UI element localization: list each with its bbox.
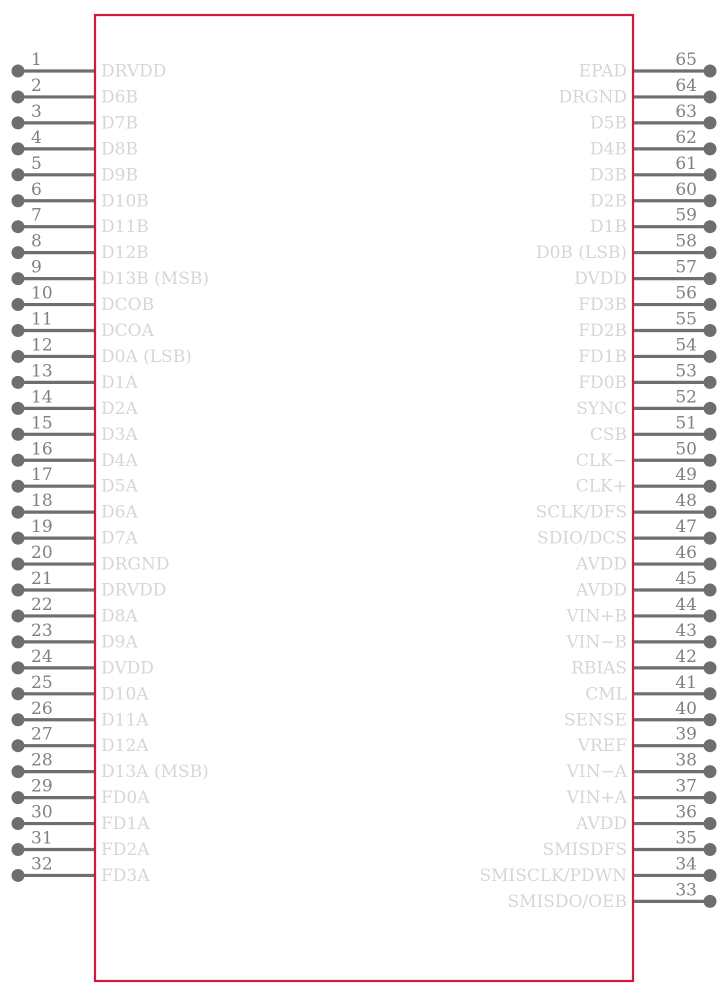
pin-name-label: FD3A bbox=[101, 865, 150, 886]
pin-terminal-dot[interactable] bbox=[12, 402, 25, 415]
pin-terminal-dot[interactable] bbox=[704, 168, 717, 181]
pin-terminal-dot[interactable] bbox=[704, 116, 717, 129]
pin-number: 43 bbox=[675, 620, 697, 641]
pin-name-label: D5B bbox=[590, 113, 627, 134]
pin-number: 24 bbox=[31, 646, 53, 667]
pin-name-label: CML bbox=[585, 684, 627, 705]
pin-terminal-dot[interactable] bbox=[704, 687, 717, 700]
pin-terminal-dot[interactable] bbox=[704, 480, 717, 493]
pin-number: 3 bbox=[31, 101, 42, 122]
pin-number: 5 bbox=[31, 153, 42, 174]
pin-number: 36 bbox=[675, 802, 697, 823]
pin-number: 30 bbox=[31, 802, 53, 823]
pin-terminal-dot[interactable] bbox=[12, 298, 25, 311]
pin-number: 57 bbox=[675, 257, 697, 278]
pin-number: 15 bbox=[31, 413, 53, 434]
pin-terminal-dot[interactable] bbox=[12, 65, 25, 78]
pin-terminal-dot[interactable] bbox=[704, 350, 717, 363]
pin-name-label: D9A bbox=[101, 632, 138, 653]
pin-number: 11 bbox=[31, 309, 53, 330]
pin-terminal-dot[interactable] bbox=[12, 220, 25, 233]
pin-terminal-dot[interactable] bbox=[704, 609, 717, 622]
pin-name-label: D1B bbox=[590, 217, 627, 238]
pin-terminal-dot[interactable] bbox=[12, 480, 25, 493]
pin-name-label: SCLK/DFS bbox=[535, 502, 627, 523]
pin-name-label: DRVDD bbox=[101, 61, 167, 82]
pin-number: 1 bbox=[31, 50, 42, 70]
pin-number: 22 bbox=[31, 594, 53, 615]
pin-terminal-dot[interactable] bbox=[12, 687, 25, 700]
pin-terminal-dot[interactable] bbox=[704, 584, 717, 597]
pin-name-label: D11A bbox=[101, 710, 149, 731]
pin-terminal-dot[interactable] bbox=[12, 90, 25, 103]
pin-number: 52 bbox=[675, 387, 697, 408]
pin-terminal-dot[interactable] bbox=[704, 506, 717, 519]
pin-terminal-dot[interactable] bbox=[704, 65, 717, 78]
pin-name-label: D12B bbox=[101, 243, 149, 264]
pin-number: 23 bbox=[31, 620, 53, 641]
pin-name-label: SDIO/DCS bbox=[537, 528, 627, 549]
pin-terminal-dot[interactable] bbox=[12, 791, 25, 804]
pin-number: 12 bbox=[31, 335, 53, 356]
pin-number: 38 bbox=[675, 750, 697, 771]
pin-terminal-dot[interactable] bbox=[12, 454, 25, 467]
pin-number: 46 bbox=[675, 543, 697, 564]
pin-name-label: SMISCLK/PDWN bbox=[479, 865, 627, 886]
pin-name-label: CLK+ bbox=[575, 476, 627, 497]
pin-name-label: D10A bbox=[101, 684, 149, 705]
pin-terminal-dot[interactable] bbox=[12, 869, 25, 882]
pin-name-label: D8B bbox=[101, 139, 138, 160]
pin-terminal-dot[interactable] bbox=[12, 376, 25, 389]
pin-number: 9 bbox=[31, 257, 42, 278]
pin-name-label: D4A bbox=[101, 450, 138, 471]
pin-name-label: D3A bbox=[101, 424, 138, 445]
pin-number: 35 bbox=[675, 828, 697, 849]
pin-terminal-dot[interactable] bbox=[12, 272, 25, 285]
pin-name-label: D3B bbox=[590, 165, 627, 186]
pin-number: 54 bbox=[675, 335, 697, 356]
pin-number: 50 bbox=[675, 439, 697, 460]
pin-terminal-dot[interactable] bbox=[704, 454, 717, 467]
pin-name-label: DVDD bbox=[101, 658, 154, 679]
pin-name-label: DRGND bbox=[558, 87, 627, 108]
pin-number: 4 bbox=[31, 127, 42, 148]
pin-name-label: D0B (LSB) bbox=[535, 243, 627, 264]
pin-terminal-dot[interactable] bbox=[12, 428, 25, 441]
pin-terminal-dot[interactable] bbox=[704, 272, 717, 285]
pin-name-label: CLK− bbox=[575, 450, 627, 471]
pin-number: 21 bbox=[31, 569, 53, 589]
pin-terminal-dot[interactable] bbox=[12, 506, 25, 519]
pin-number: 10 bbox=[31, 283, 53, 304]
pin-terminal-dot[interactable] bbox=[704, 246, 717, 259]
pin-name-label: VIN+A bbox=[566, 788, 627, 809]
pin-terminal-dot[interactable] bbox=[12, 713, 25, 726]
pin-terminal-dot[interactable] bbox=[12, 584, 25, 597]
pin-number: 42 bbox=[675, 646, 697, 667]
pin-terminal-dot[interactable] bbox=[12, 635, 25, 648]
pin-name-label: FD0A bbox=[101, 788, 150, 809]
pin-name-label: D6B bbox=[101, 87, 138, 108]
pin-terminal-dot[interactable] bbox=[12, 116, 25, 129]
pin-terminal-dot[interactable] bbox=[704, 324, 717, 337]
right-pin-group bbox=[479, 50, 716, 912]
pin-number: 40 bbox=[675, 698, 697, 719]
pin-terminal-dot[interactable] bbox=[12, 142, 25, 155]
pin-number: 61 bbox=[675, 153, 697, 174]
pin-terminal-dot[interactable] bbox=[12, 661, 25, 674]
pin-name-label: VIN−A bbox=[566, 762, 627, 783]
pin-terminal-dot[interactable] bbox=[704, 765, 717, 778]
pin-terminal-dot[interactable] bbox=[12, 350, 25, 363]
pin-terminal-dot[interactable] bbox=[704, 558, 717, 571]
pin-terminal-dot[interactable] bbox=[704, 895, 717, 908]
pin-terminal-dot[interactable] bbox=[704, 843, 717, 856]
pin-number: 63 bbox=[675, 101, 697, 122]
pin-name-label: D11B bbox=[101, 217, 149, 238]
pin-name-label: FD1A bbox=[101, 814, 150, 835]
pin-name-label: SYNC bbox=[576, 398, 627, 419]
pin-terminal-dot[interactable] bbox=[12, 558, 25, 571]
pin-number: 16 bbox=[31, 439, 53, 460]
pin-name-label: VIN+B bbox=[566, 606, 627, 627]
pin-terminal-dot[interactable] bbox=[704, 739, 717, 752]
pin-name-label: CSB bbox=[589, 424, 627, 445]
pin-name-label: SMISDO/OEB bbox=[507, 891, 627, 912]
pin-number: 53 bbox=[675, 361, 697, 382]
pin-number: 58 bbox=[675, 231, 697, 252]
pin-name-label: D4B bbox=[590, 139, 627, 160]
pin-terminal-dot[interactable] bbox=[704, 635, 717, 648]
pin-number: 56 bbox=[675, 283, 697, 304]
pin-number: 64 bbox=[675, 75, 697, 96]
pin-name-label: D12A bbox=[101, 736, 149, 757]
pin-number: 55 bbox=[675, 309, 697, 330]
pin-terminal-dot[interactable] bbox=[12, 324, 25, 337]
pin-number: 7 bbox=[31, 205, 42, 226]
pin-number: 19 bbox=[31, 517, 53, 538]
pin-terminal-dot[interactable] bbox=[12, 246, 25, 259]
pin-number: 18 bbox=[31, 491, 53, 512]
pin-number: 47 bbox=[675, 517, 697, 538]
pin-name-label: D10B bbox=[101, 191, 149, 212]
pin-name-label: VIN−B bbox=[566, 632, 627, 653]
pin-name-label: FD2B bbox=[578, 321, 627, 341]
pin-number: 27 bbox=[31, 724, 53, 745]
pin-number: 60 bbox=[675, 179, 697, 200]
pin-number: 51 bbox=[675, 413, 697, 434]
pin-terminal-dot[interactable] bbox=[704, 532, 717, 545]
pin-terminal-dot[interactable] bbox=[12, 765, 25, 778]
pin-name-label: FD2A bbox=[101, 840, 150, 860]
pin-name-label: FD1B bbox=[578, 346, 627, 367]
pin-name-label: D13B (MSB) bbox=[101, 269, 209, 290]
pin-name-label: D8A bbox=[101, 606, 138, 627]
pin-name-label: AVDD bbox=[576, 580, 627, 601]
pin-number: 48 bbox=[675, 491, 697, 512]
pin-number: 33 bbox=[675, 880, 697, 901]
pin-terminal-dot[interactable] bbox=[12, 739, 25, 752]
pin-name-label: DVDD bbox=[574, 269, 627, 290]
pin-number: 32 bbox=[31, 854, 53, 875]
pin-name-label: D7B bbox=[101, 113, 138, 134]
left-pin-group bbox=[12, 50, 209, 886]
pin-name-label: D5A bbox=[101, 476, 138, 497]
pin-terminal-dot[interactable] bbox=[12, 843, 25, 856]
pin-number: 26 bbox=[31, 698, 53, 719]
pin-number: 8 bbox=[31, 231, 42, 252]
pin-name-label: D6A bbox=[101, 502, 138, 523]
pin-number: 31 bbox=[31, 828, 53, 849]
pin-number: 39 bbox=[675, 724, 697, 745]
pin-number: 14 bbox=[31, 387, 53, 408]
pin-terminal-dot[interactable] bbox=[704, 713, 717, 726]
pin-number: 62 bbox=[675, 127, 697, 148]
pin-number: 6 bbox=[31, 179, 42, 200]
pin-name-label: D13A (MSB) bbox=[101, 762, 209, 783]
pin-terminal-dot[interactable] bbox=[704, 402, 717, 415]
pin-terminal-dot[interactable] bbox=[12, 817, 25, 830]
pin-name-label: DCOA bbox=[101, 321, 154, 341]
pin-name-label: VREF bbox=[577, 736, 627, 757]
pin-number: 25 bbox=[31, 672, 53, 693]
pin-terminal-dot[interactable] bbox=[704, 194, 717, 207]
pin-number: 45 bbox=[675, 569, 697, 589]
pin-name-label: EPAD bbox=[578, 61, 627, 82]
pin-terminal-dot[interactable] bbox=[704, 142, 717, 155]
pin-terminal-dot[interactable] bbox=[704, 791, 717, 804]
pin-name-label: AVDD bbox=[576, 814, 627, 835]
pin-name-label: SENSE bbox=[564, 710, 627, 731]
pin-terminal-dot[interactable] bbox=[704, 428, 717, 441]
pin-number: 65 bbox=[675, 50, 697, 70]
pin-number: 59 bbox=[675, 205, 697, 226]
pin-name-label: SMISDFS bbox=[542, 840, 627, 860]
pin-name-label: D9B bbox=[101, 165, 138, 186]
pin-name-label: DCOB bbox=[101, 295, 155, 316]
pin-terminal-dot[interactable] bbox=[12, 168, 25, 181]
pin-number: 13 bbox=[31, 361, 53, 382]
pin-number: 37 bbox=[675, 776, 697, 797]
pin-number: 20 bbox=[31, 543, 53, 564]
pin-terminal-dot[interactable] bbox=[704, 90, 717, 103]
pin-number: 28 bbox=[31, 750, 53, 771]
pin-name-label: FD3B bbox=[578, 295, 627, 316]
pin-name-label: DRVDD bbox=[101, 580, 167, 601]
pin-name-label: D1A bbox=[101, 372, 138, 393]
pin-number: 49 bbox=[675, 465, 697, 486]
pin-name-label: D0A (LSB) bbox=[101, 346, 192, 367]
pin-terminal-dot[interactable] bbox=[12, 609, 25, 622]
pin-name-label: RBIAS bbox=[571, 658, 627, 679]
pin-name-label: D2A bbox=[101, 398, 138, 419]
ic-body-outline bbox=[95, 15, 633, 981]
pin-name-label: D7A bbox=[101, 528, 138, 549]
pin-number: 2 bbox=[31, 75, 42, 96]
pin-terminal-dot[interactable] bbox=[12, 532, 25, 545]
pin-name-label: FD0B bbox=[578, 372, 627, 393]
pin-name-label: D2B bbox=[590, 191, 627, 212]
pin-terminal-dot[interactable] bbox=[12, 194, 25, 207]
pin-terminal-dot[interactable] bbox=[704, 817, 717, 830]
pin-number: 44 bbox=[675, 594, 697, 615]
pin-terminal-dot[interactable] bbox=[704, 376, 717, 389]
pin-number: 41 bbox=[675, 672, 697, 693]
pin-name-label: AVDD bbox=[576, 554, 627, 575]
pin-terminal-dot[interactable] bbox=[704, 298, 717, 311]
pin-terminal-dot[interactable] bbox=[704, 220, 717, 233]
pin-terminal-dot[interactable] bbox=[704, 869, 717, 882]
pin-name-label: DRGND bbox=[101, 554, 170, 575]
pin-number: 29 bbox=[31, 776, 53, 797]
pin-number: 34 bbox=[675, 854, 697, 875]
pin-terminal-dot[interactable] bbox=[704, 661, 717, 674]
pin-number: 17 bbox=[31, 465, 53, 486]
